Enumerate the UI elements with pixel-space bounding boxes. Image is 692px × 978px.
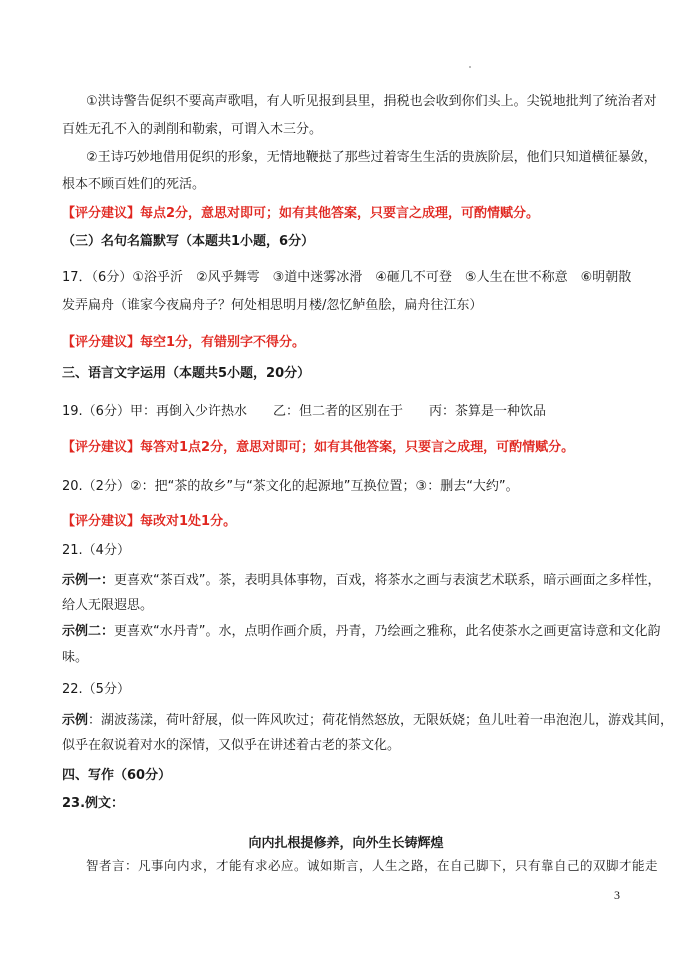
essay-title: 向内扎根提修养，向外生长铸辉煌 <box>248 836 444 851</box>
part-4-heading: 四、写作（60分） <box>62 768 172 783</box>
q16-answer-line-4: 根本不顾百姓们的死活。 <box>62 177 206 192</box>
q16-scoring-note: 【评分建议】每点2分，意思对即可；如有其他答案，只要言之成理，可酌情赋分。 <box>62 206 540 221</box>
scan-speck <box>469 66 471 68</box>
q17-answer-line-2: 发弄扁舟（谁家今夜扁舟子？何处相思明月楼/忽忆鲈鱼脍，扁舟往江东） <box>62 298 483 313</box>
q16-answer-line-1: ①洪诗警告促织不要高声歌唱，有人听见报到县里，捐税也会收到你们头上。尖锐地批判了统治者对 <box>86 94 657 109</box>
example-1-text: 更喜欢“茶百戏”。茶，表明具体事物，百戏，将茶水之画与表演艺术联系，暗示画面之多样性， <box>114 573 661 588</box>
example-label: 示例 <box>62 713 89 728</box>
example-text: ：湖波荡漾，荷叶舒展，似一阵风吹过；荷花悄然怒放，无限妖娆；鱼儿吐着一串泡泡儿，游戏其间， <box>88 713 674 728</box>
q22-example-line-2: 似乎在叙说着对水的深情，又似乎在讲述着古老的茶文化。 <box>62 738 401 753</box>
q22-heading: 22.（5分） <box>62 682 130 697</box>
q21-example-2-line-1 <box>62 624 661 640</box>
q19-scoring-note: 【评分建议】每答对1点2分，意思对即可；如有其他答案，只要言之成理，可酌情赋分。 <box>62 440 575 455</box>
q17-answer-line-1: 17．（6分）①浴乎沂 ②风乎舞雩 ③道中迷雾冰滑 ④砸几不可登 ⑤人生在世不称意 ⑥明朝散 <box>62 270 632 285</box>
q19-answer: 19.（6分）甲：再倒入少许热水 乙：但二者的区别在于 丙：茶算是一种饮品 <box>62 404 546 419</box>
q21-example-1-line-1 <box>62 573 661 589</box>
essay-line-1: 智者言：凡事向内求，才能有求必应。诚如斯言，人生之路，在自己脚下，只有靠自己的双脚才能走 <box>86 858 659 873</box>
q21-example-2-line-2: 味。 <box>62 650 89 665</box>
section-3-heading: （三）名句名篇默写（本题共1小题，6分） <box>62 234 315 249</box>
example-1-label: 示例一： <box>62 573 115 588</box>
q16-answer-line-2: 百姓无孔不入的剥削和勒索，可谓入木三分。 <box>62 122 323 137</box>
q16-answer-line-3: ②王诗巧妙地借用促织的形象，无情地鞭挞了那些过着寄生生活的贵族阶层，他们只知道横征暴敛， <box>86 150 657 165</box>
q23-heading: 23.例文： <box>62 796 125 811</box>
q20-scoring-note: 【评分建议】每改对1处1分。 <box>62 514 237 529</box>
q22-example-line-1 <box>62 713 673 729</box>
part-3-heading: 三、语言文字运用（本题共5小题，20分） <box>62 366 311 381</box>
page-number: 3 <box>614 888 620 902</box>
example-2-label: 示例二： <box>62 624 115 639</box>
q21-example-1-line-2: 给人无限遐思。 <box>62 598 154 613</box>
example-2-text: 更喜欢“水丹青”。水，点明作画介质，丹青，乃绘画之雅称，此名使茶水之画更富诗意和文化韵 <box>114 624 661 639</box>
q17-scoring-note: 【评分建议】每空1分，有错别字不得分。 <box>62 335 306 350</box>
q20-answer: 20.（2分）②：把“茶的故乡”与“茶文化的起源地”互换位置；③：删去“大约”。 <box>62 479 519 494</box>
q21-heading: 21.（4分） <box>62 543 130 558</box>
